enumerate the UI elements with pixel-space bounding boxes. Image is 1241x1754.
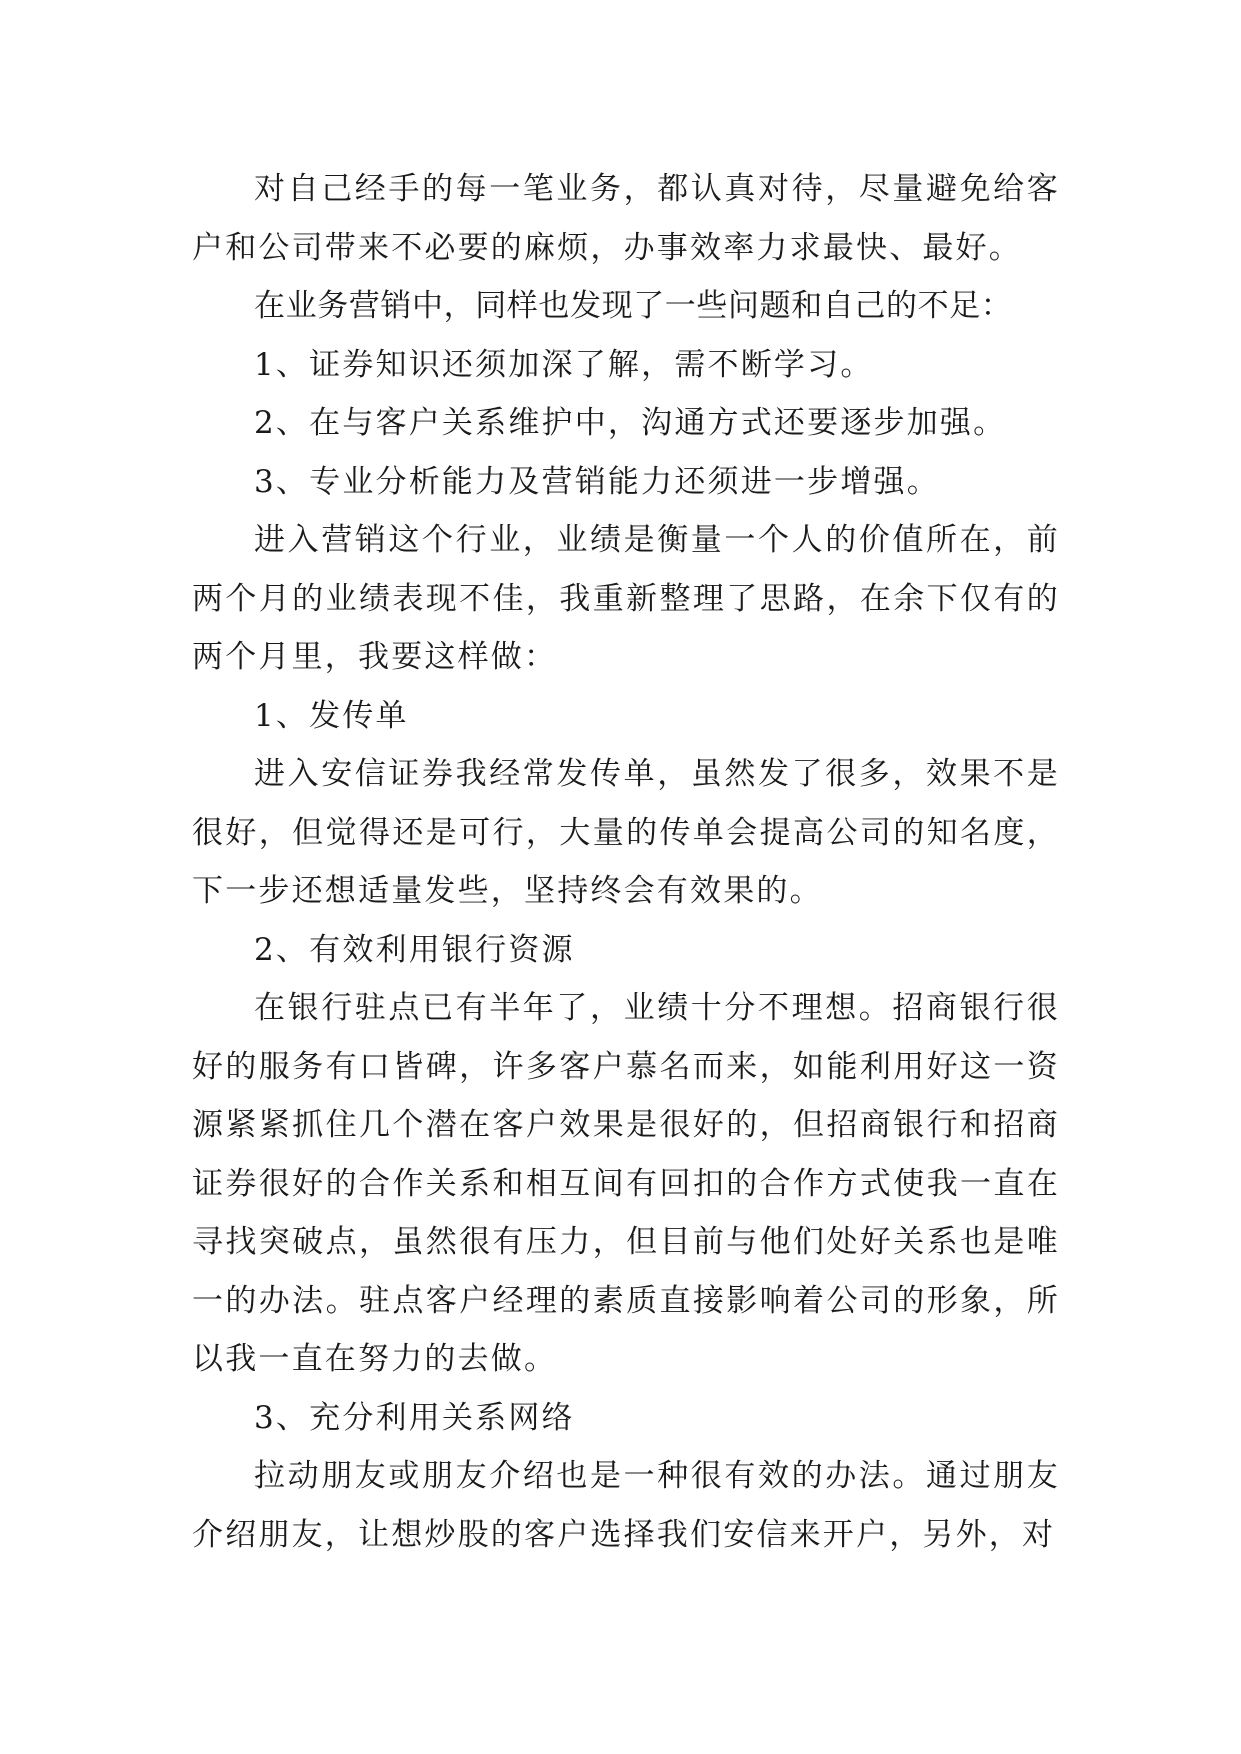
list-item-2: 2、在与客户关系维护中，沟通方式还要逐步加强。: [254, 405, 1007, 441]
heading-3: 3、充分利用关系网络: [254, 1399, 575, 1436]
paragraph-6: 拉动朋友或朋友介绍也是一种很有效的办法。通过朋友介绍朋友，让想炒股的客户选择我们安信来开户，另外，对: [192, 1458, 1060, 1553]
paragraph-1: 对自己经手的每一笔业务，都认真对待，尽量避免给客户和公司带来不必要的麻烦，办事效率力求最快、最好。: [192, 171, 1060, 266]
paragraph-2: 在业务营销中，同样也发现了一些问题和自己的不足：: [254, 288, 1013, 324]
document-body: [192, 160, 1060, 1564]
paragraph-4: 进入安信证券我经常发传单，虽然发了很多，效果不是很好，但觉得还是可行，大量的传单会提高公司的知名度，下一步还想适量发些，坚持终会有效果的。: [192, 756, 1060, 909]
heading-2: 2、有效利用银行资源: [254, 931, 575, 968]
heading-1: 1、发传单: [254, 697, 409, 734]
paragraph-5: 在银行驻点已有半年了，业绩十分不理想。招商银行很好的服务有口皆碑，许多客户慕名而来，如能利用好这一资源紧紧抓住几个潜在客户效果是很好的，但招商银行和招商证券很好的合作关系和相互间有回扣的合作方式使我一直在寻找突破点，虽然很有压力，但目前与他们处好关系也是唯一的办法。驻点客户经理的素质直接影响着公司的形象，所以我一直在努力的去做。: [192, 990, 1060, 1377]
list-item-3: 3、专业分析能力及营销能力还须进一步增强。: [254, 463, 940, 500]
paragraph-3: 进入营销这个行业，业绩是衡量一个人的价值所在，前两个月的业绩表现不佳，我重新整理了思路，在余下仅有的两个月里，我要这样做：: [192, 522, 1060, 675]
list-item-1: 1、证券知识还须加深了解，需不断学习。: [254, 346, 874, 383]
